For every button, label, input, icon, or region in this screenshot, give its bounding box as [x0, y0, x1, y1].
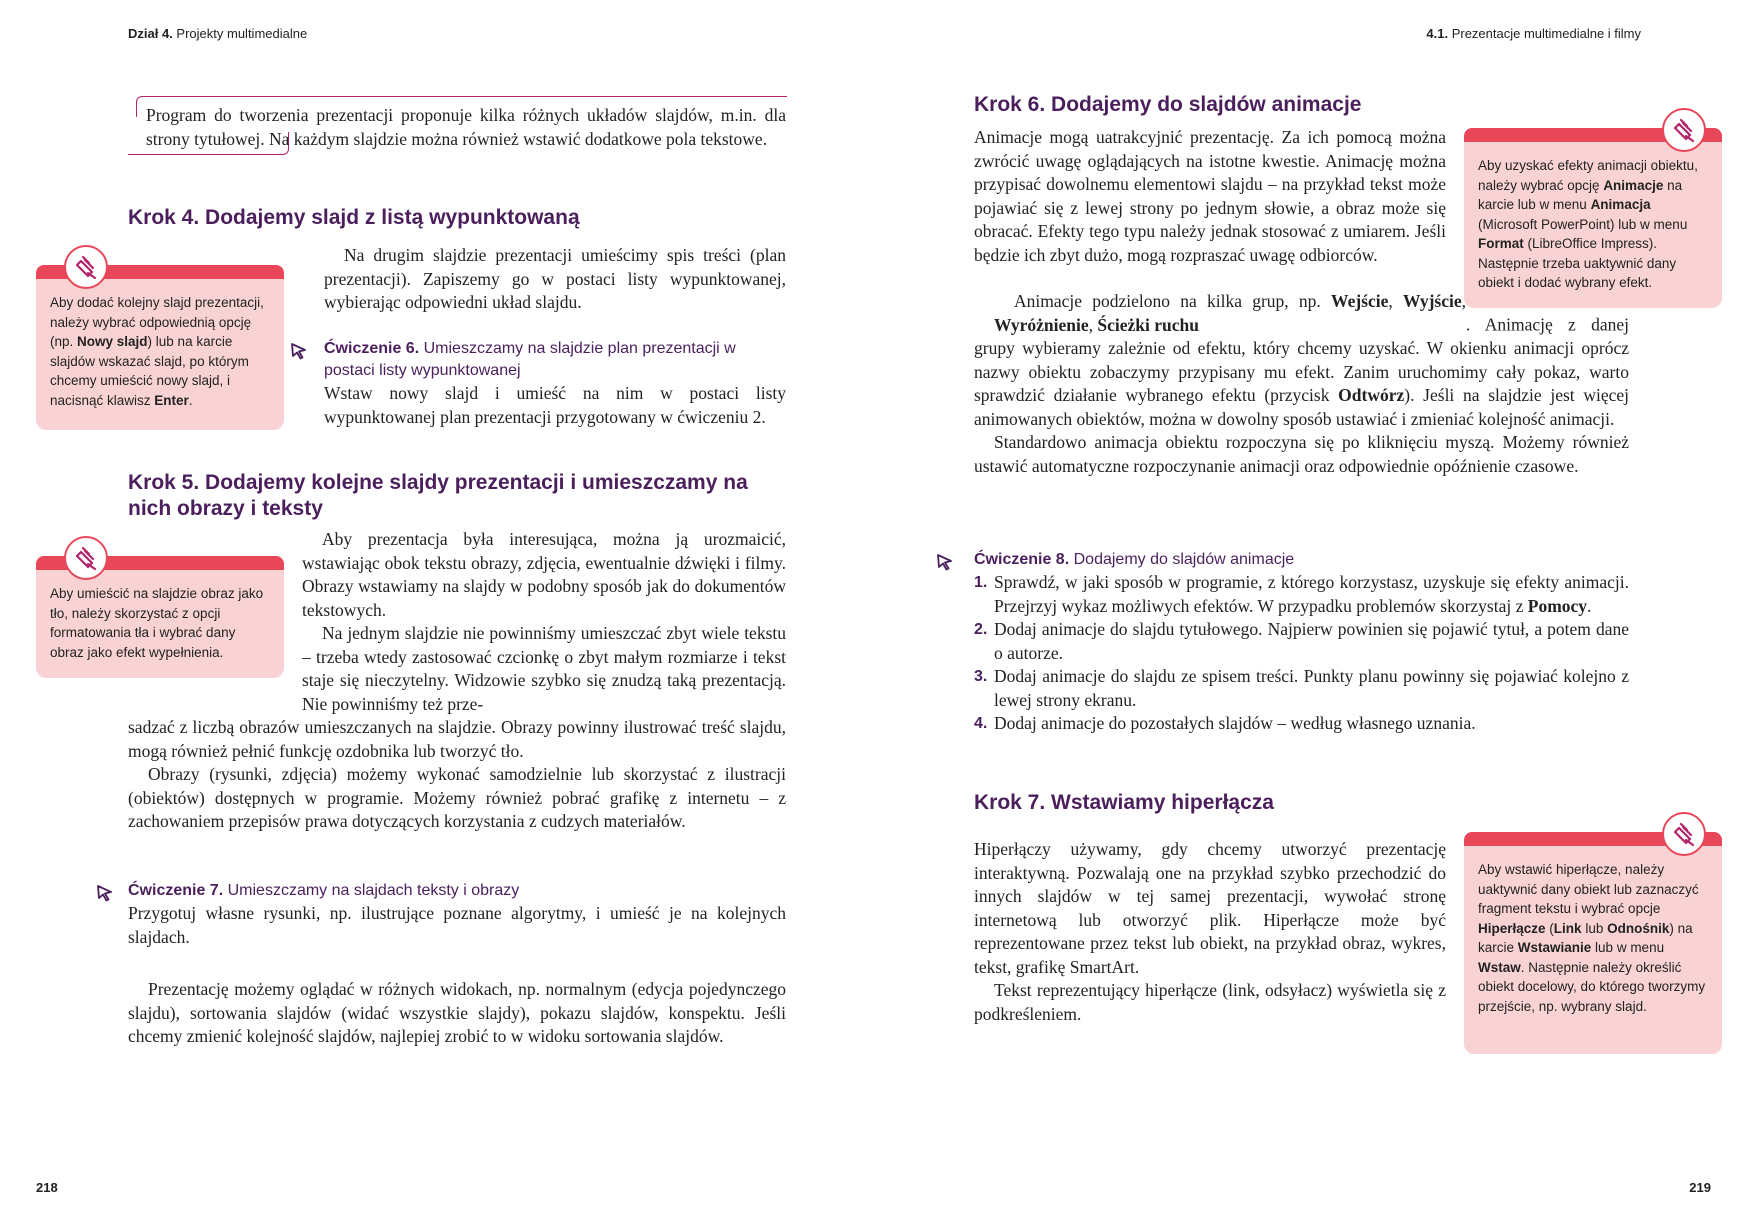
step5-heading: Krok 5. Dodajemy kolejne slajdy prezentacji i umieszczamy na nich obrazy i teksty: [128, 471, 748, 520]
step4-paragraph: Na drugim slajdzie prezentacji umieścimy spis treści (plan prezentacji). Zapiszemy go w postaci listy wypunktowanej, wybierając odpowiedni układ slajdu.: [324, 245, 786, 312]
exercise-6-text: Wstaw nowy slajd i umieść na nim w postaci listy wypunktowanej plan prezentacji przygotowany w ćwiczeniu 2.: [324, 383, 786, 427]
tip-animations: [1464, 128, 1722, 308]
tip-new-slide: [36, 265, 284, 430]
tip-text: Aby wstawić hiperłącze, należy uaktywnić dany obiekt lub zaznaczyć fragment tekstu i wybrać opcje Hiperłącze (Link lub Odnośnik) na karcie Wstawianie lub w menu Wstaw. Następnie należy określić obiekt docelowy, do którego tworzymy przejście, np. wybrany slajd.: [1478, 862, 1706, 1014]
cursor-arrow-icon: [936, 553, 954, 571]
step7-body: [974, 838, 1446, 1026]
cursor-arrow-icon: [290, 342, 308, 360]
step5-p2a: Na jednym slajdzie nie powinniśmy umieszczać zbyt wiele tekstu – trzeba wtedy zastosować czcionkę o zbyt małym rozmiarze i tekst staje się nieczytelny. Widzowie szybko się znudzą taką prezentacją. Nie powinniśmy też prze-: [302, 623, 786, 714]
step6-p2-wrap: [974, 290, 1629, 478]
running-header-right: [1426, 26, 1641, 41]
step4-heading: Krok 4. Dodajemy slajd z listą wypunktowaną: [128, 206, 580, 229]
exercise-7-text: Przygotuj własne rysunki, np. ilustrujące poznane algorytmy, i umieść je na kolejnych slajdach.: [128, 903, 786, 947]
closing-paragraph: Prezentację możemy oglądać w różnych widokach, np. normalnym (edycja pojedynczego slajdu), sortowania slajdów (widać wszystkie slajdy), pokazu slajdów, konspektu. Jeśli chcemy zmienić kolejność slajdów, najlepiej zrobić to w widoku sortowania slajdów.: [128, 979, 786, 1046]
step6-p3: Standardowo animacja obiektu rozpoczyna się po kliknięciu myszą. Możemy również ustawić automatyczne rozpoczynanie animacji oraz odpowiednie opóźnienie czasowe.: [974, 432, 1629, 476]
pushpin-icon: [64, 245, 108, 289]
cursor-arrow-icon: [96, 884, 114, 902]
exercise-6-title: Ćwiczenie 6. Umieszczamy na slajdzie plan prezentacji w postaci listy wypunktowanej: [324, 340, 736, 379]
pushpin-icon: [1662, 108, 1706, 152]
chapter-title: Projekty multimedialne: [176, 26, 308, 41]
exercise-8-list: [974, 571, 1629, 736]
step5-p3: Obrazy (rysunki, zdjęcia) możemy wykonać samodzielnie lub skorzystać z ilustracji (obiektów) dostępnych w programie. Możemy również pobrać grafikę z internetu – z zachowaniem przepisów prawa dotyczących korzystania z cudzych materiałów.: [128, 764, 786, 831]
section-number: 4.1.: [1426, 26, 1449, 41]
intro-note: [128, 96, 786, 151]
tip-text: Aby uzyskać efekty animacji obiektu, należy wybrać opcję Animacje na karcie lub w menu Animacja (Microsoft PowerPoint) lub w menu Format (LibreOffice Impress). Następnie trzeba uaktywnić dany obiekt i dodać wybrany efekt.: [1478, 158, 1698, 290]
exercise-8-title: Ćwiczenie 8. Dodajemy do slajdów animacje: [974, 551, 1295, 568]
step7-p1: Hiperłączy używamy, gdy chcemy utworzyć prezentację interaktywną. Pozwalają one na przykład szybko przechodzić do innych slajdów w tej samej prezentacji, wywołać stronę internetową lub otworzyć plik. Hiperłącze może być reprezentowane przez tekst lub obiekt, na przykład obraz, wykres, tekst, grafikę SmartArt.: [974, 839, 1446, 977]
step5-body-cont: [128, 716, 786, 834]
step7-p2: Tekst reprezentujący hiperłącze (link, odsyłacz) wyświetla się z podkreśleniem.: [974, 980, 1446, 1024]
pushpin-icon: [1662, 812, 1706, 856]
list-item: 4. Dodaj animacje do pozostałych slajdów – według własnego uznania.: [974, 713, 1476, 733]
step6-p2: Animacje podzielono na kilka grup, np. Wejście, Wyjście, Wyróżnienie, Ścieżki ruchu . Animację z danej grupy wybieramy zależnie od efektu, który chcemy uzyskać. W okienku animacji oprócz nazwy obiektu zobaczymy przypisany mu efekt. Zanim uruchomimy cały pokaz, warto sprawdzić działanie wybranego efektu (przycisk Odtwórz). Jeśli na slajdzie jest więcej animowanych obiektów, można w dowolny sposób ustawiać i zmieniać kolejność animacji.: [974, 291, 1630, 429]
step5-p2b: sadzać z liczbą obrazów umieszczanych na slajdzie. Obrazy powinny ilustrować treść slajdu, mogą również pełnić funkcję ozdobnika lub tworzyć tło.: [128, 717, 786, 761]
exercise-7-title: Ćwiczenie 7. Umieszczamy na slajdach teksty i obrazy: [128, 882, 520, 899]
step7-heading: Krok 7. Wstawiamy hiperłącza: [974, 791, 1274, 814]
exercise-8: [974, 549, 1629, 736]
right-page: [876, 0, 1751, 1214]
step5-body: [302, 528, 786, 716]
pushpin-icon: [64, 536, 108, 580]
step6-p1: Animacje mogą uatrakcyjnić prezentację. Za ich pomocą można zwrócić uwagę oglądających na istotne kwestie. Animację można przypisać dowolnemu elementowi slajdu – na przykład tekst może pojawiać się z lewej strony po jednym słowie, a obraz może się obracać. Efekty tego typu należy jednak stosować z umiarem. Jeśli będzie ich zbyt dużo, mogą rozpraszać uwagę odbiorców.: [974, 127, 1446, 265]
step6-p2-lead: Animacje podzielono na kilka grup, np. Wejście, Wyjście, Wyróżnienie, Ścieżki ruchu: [994, 291, 1466, 335]
running-header-left: [128, 26, 307, 41]
exercise-7: [128, 880, 786, 949]
tip-text: Aby umieścić na slajdzie obraz jako tło, należy skorzystać z opcji formatowania tła i wybrać dany obraz jako efekt wypełnienia.: [50, 586, 264, 660]
page-number-right: 219: [1689, 1180, 1711, 1195]
step5-p1: Aby prezentacja była interesująca, można ją urozmaicić, wstawiając obok tekstu obrazy, zdjęcia, ewentualnie dźwięki i filmy. Obrazy wstawiamy na slajdy w podobny sposób jak do dokumentów tekstowych.: [302, 529, 786, 620]
step6-heading: Krok 6. Dodajemy do slajdów animacje: [974, 93, 1362, 116]
tip-hyperlinks: [1464, 832, 1722, 1054]
list-item: 1. Sprawdź, w jaki sposób w programie, z którego korzystasz, uzyskuje się efekty animacji. Przejrzyj wykaz możliwych efektów. W przypadku problemów skorzystaj z Pomocy.: [974, 572, 1629, 616]
chapter-number: Dział 4.: [128, 26, 173, 41]
list-item: 2. Dodaj animacje do slajdu tytułowego. Najpierw powinien się pojawić tytuł, a potem dane o autorze.: [974, 619, 1629, 663]
tip-background-image: [36, 556, 284, 678]
page-number-left: 218: [36, 1180, 58, 1195]
tip-text: Aby dodać kolejny slajd prezentacji, należy wybrać odpowiednią opcję (np. Nowy slajd) lub na karcie slajdów wskazać slajd, po którym chcemy umieścić nowy slajd, i nacisnąć klawisz Enter.: [50, 295, 264, 408]
exercise-6: [324, 338, 786, 429]
left-page: [0, 0, 875, 1214]
section-title: Prezentacje multimedialne i filmy: [1451, 26, 1641, 41]
intro-text: Program do tworzenia prezentacji proponuje kilka różnych układów slajdów, m.in. dla strony tytułowej. Na każdym slajdzie można również wstawić dodatkowe pola tekstowe.: [146, 105, 786, 149]
list-item: 3. Dodaj animacje do slajdu ze spisem treści. Punkty planu powinny się pojawiać kolejno z lewej strony ekranu.: [974, 666, 1629, 710]
